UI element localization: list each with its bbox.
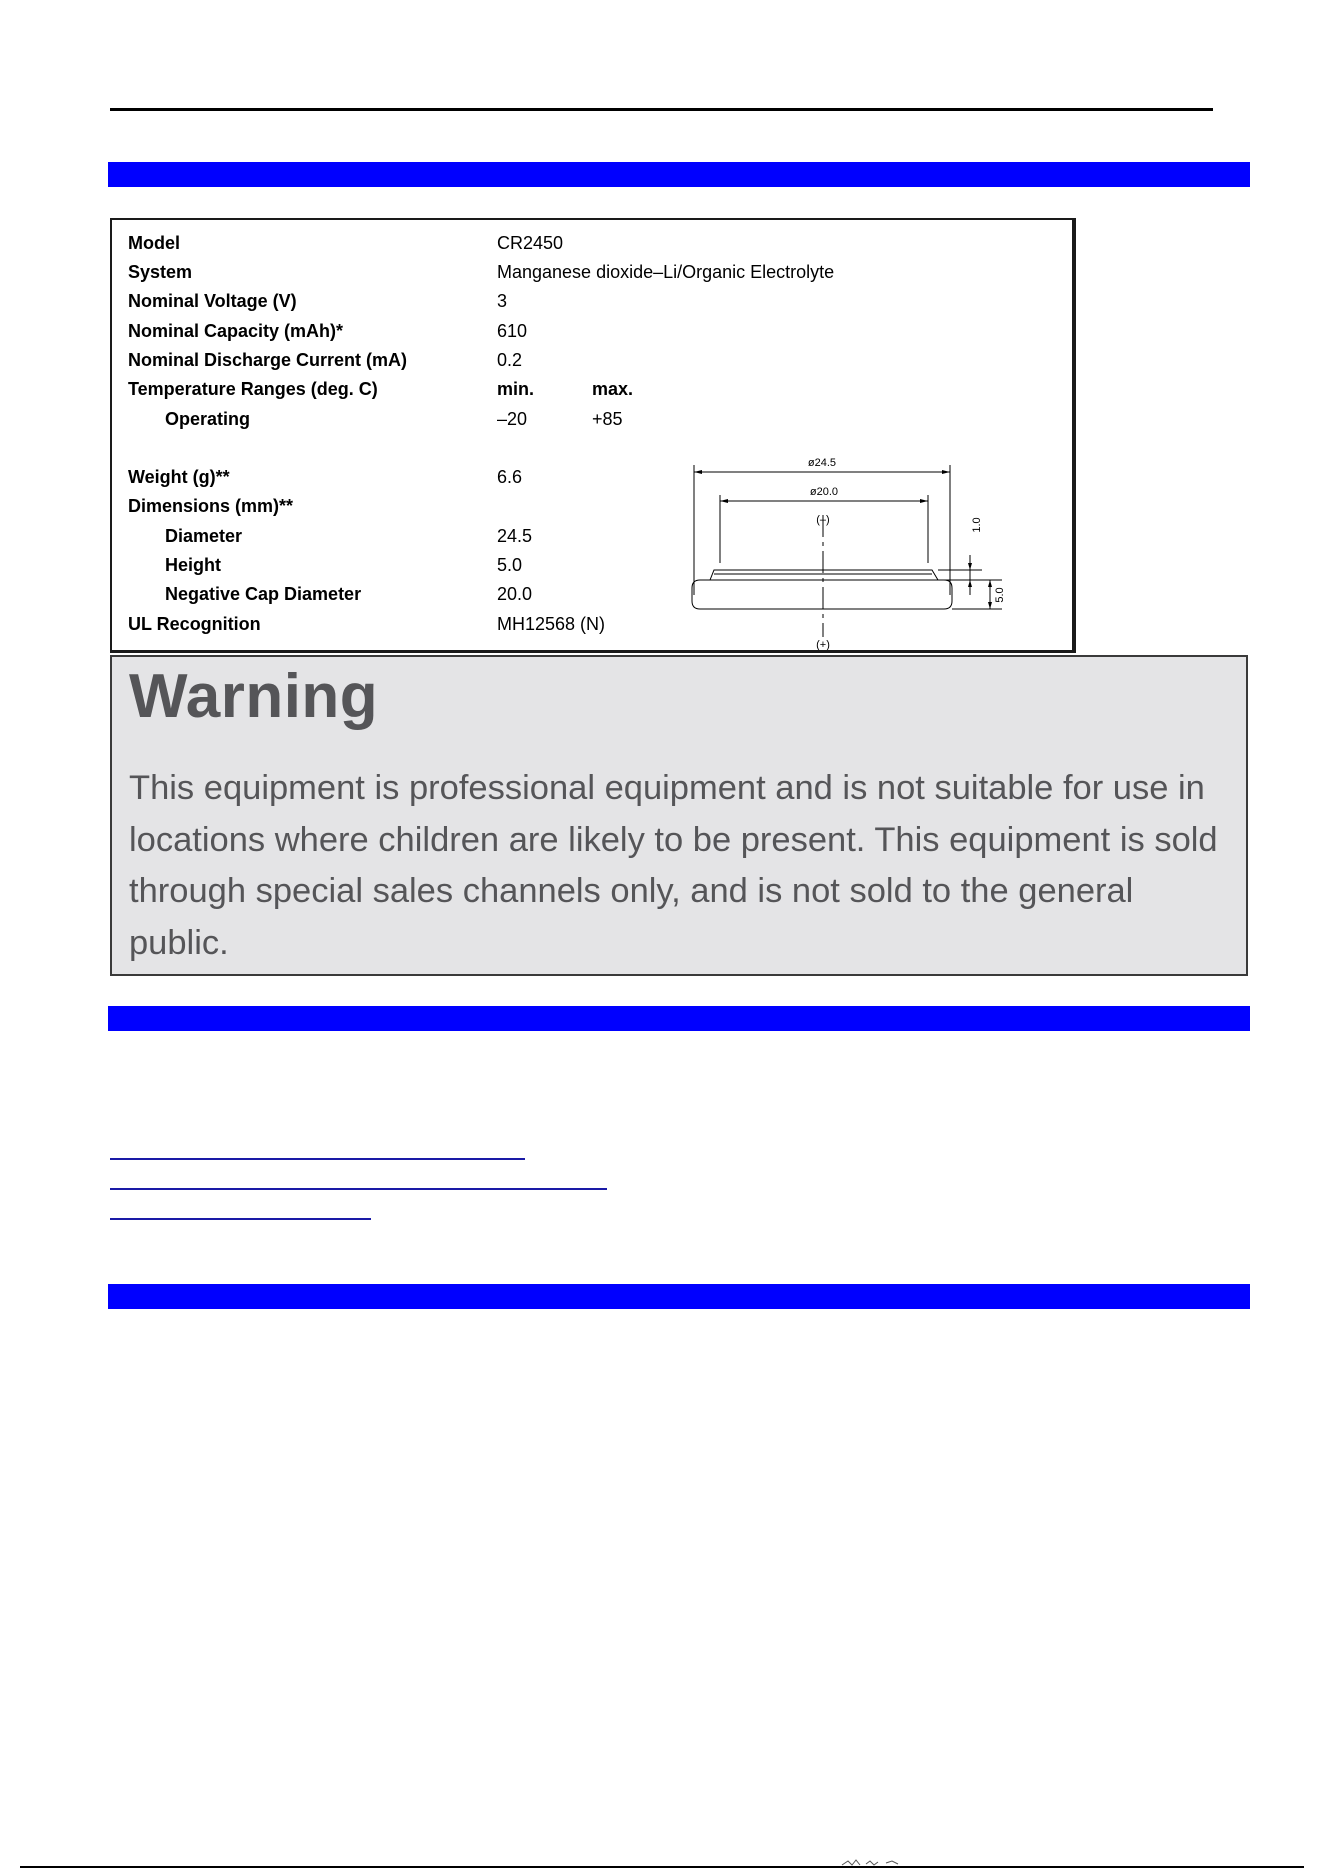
outer-diameter-label: ø24.5 (807, 457, 837, 469)
spec-label: Model (128, 233, 180, 253)
spec-value: 6.6 (497, 467, 523, 487)
section-header-bar (108, 1006, 1250, 1031)
spec-value: 20.0 (497, 584, 533, 604)
hyperlink-underline[interactable] (110, 1218, 371, 1220)
spec-label: Height (165, 555, 221, 575)
coin-cell-dimension-diagram (690, 455, 1070, 650)
spec-value-max: +85 (592, 409, 623, 429)
spec-label: Operating (165, 409, 251, 429)
negative-terminal-label: (–) (816, 514, 830, 526)
spec-value: MH12568 (N) (497, 614, 606, 634)
footer-rule (20, 1866, 1304, 1868)
spec-label: Weight (g)** (128, 467, 230, 487)
spec-label: Nominal Capacity (mAh)* (128, 321, 344, 341)
spec-label: System (128, 262, 193, 282)
spec-value: 0.2 (497, 350, 523, 370)
section-header-bar (108, 162, 1250, 187)
header-rule (110, 108, 1213, 111)
signature-mark (840, 1859, 900, 1867)
spec-label: UL Recognition (128, 614, 261, 634)
spec-value: 24.5 (497, 526, 533, 546)
spec-label: Diameter (165, 526, 243, 546)
spec-value: 5.0 (497, 555, 523, 575)
spec-label: Negative Cap Diameter (165, 584, 362, 604)
total-height-label: 5.0 (994, 587, 1006, 603)
cap-height-label: 1.0 (971, 517, 983, 533)
cap-diameter-label: ø20.0 (809, 486, 839, 498)
battery-spec-table (110, 218, 1076, 653)
spec-value: 3 (497, 291, 508, 311)
spec-label: Dimensions (mm)** (128, 496, 294, 516)
warning-title: Warning (129, 662, 379, 731)
spec-label: Temperature Ranges (deg. C) (128, 379, 378, 399)
positive-terminal-label: (+) (816, 639, 830, 650)
warning-body: This equipment is professional equipment and is not suitable for use in locations where children are likely to be present. This equipment is sold through special sales channels only, and is not sold to the general public. (129, 769, 1218, 962)
spec-value-max: max. (592, 379, 634, 399)
spec-value-min: –20 (497, 409, 528, 429)
spec-value: 610 (497, 321, 528, 341)
spec-value: Manganese dioxide–Li/Organic Electrolyte (497, 262, 835, 282)
hyperlink-underline[interactable] (110, 1188, 607, 1190)
section-header-bar (108, 1284, 1250, 1309)
spec-label: Nominal Voltage (V) (128, 291, 297, 311)
warning-notice (110, 655, 1248, 976)
spec-label: Nominal Discharge Current (mA) (128, 350, 408, 370)
spec-value-min: min. (497, 379, 535, 399)
spec-value: CR2450 (497, 233, 564, 253)
hyperlink-underline[interactable] (110, 1158, 525, 1160)
